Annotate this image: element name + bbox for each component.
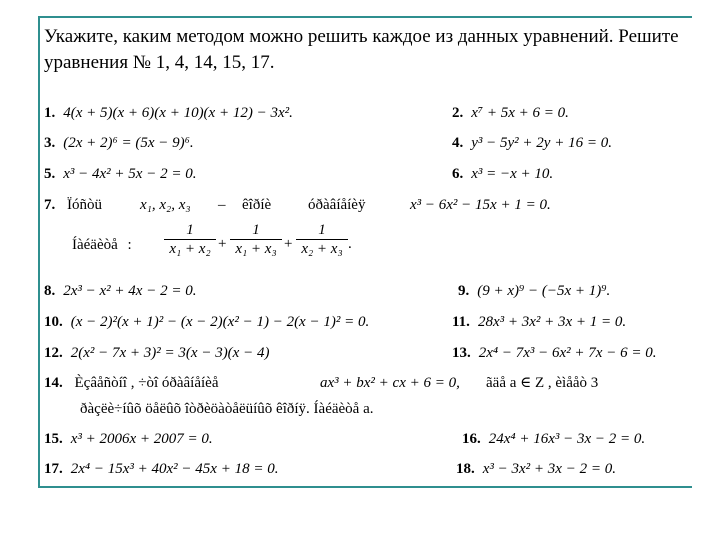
problem-14-equation: ax³ + bx² + cx + 6 = 0, xyxy=(320,375,460,391)
problem-7-equation: x³ − 6x² − 15x + 1 = 0. xyxy=(410,197,551,213)
problem-14-words: Èçâåñòíî , ÷òî óðàâíåíèå xyxy=(74,375,219,391)
problem-9: 9. (9 + x)⁹ − (−5x + 1)⁹. xyxy=(458,283,611,299)
problem-3: 3. (2x + 2)⁶ = (5x − 9)⁶. xyxy=(44,135,194,151)
problem-11: 11. 28x³ + 3x² + 3x + 1 = 0. xyxy=(452,314,627,330)
problem-7-word-let: Ïóñòü xyxy=(67,197,102,213)
problem-16: 16. 24x⁴ + 16x³ − 3x − 2 = 0. xyxy=(462,431,646,447)
problem-14-tail: ãäå a ∈ Z , èìååò 3 xyxy=(486,375,599,391)
fraction-3 xyxy=(296,222,348,258)
fraction-2 xyxy=(230,222,282,258)
problem-12: 12. 2(x² − 7x + 3)² = 3(x − 3)(x − 4) xyxy=(44,345,270,361)
problem-2: 2. x⁷ + 5x + 6 = 0. xyxy=(452,105,569,121)
fraction-3-numerator: 1 xyxy=(296,222,348,240)
problem-17: 17. 2x⁴ − 15x³ + 40x² − 45x + 18 = 0. xyxy=(44,461,279,477)
frame-bottom-border xyxy=(38,486,692,488)
fraction-2-denominator: x₁ + x₃ xyxy=(235,241,277,257)
fraction-3-denominator: x₂ + x₃ xyxy=(301,241,343,257)
problem-7-vars: x₁, x₂, x₃ xyxy=(140,197,191,213)
problem-14-line2: ðàçëè÷íûõ öåëûõ îòðèöàòåëüíûõ êîðíÿ. Íàéäèòå a. xyxy=(80,401,374,417)
problem-7-word-equation: óðàâíåíèÿ xyxy=(308,197,366,213)
problem-8: 8. 2x³ − x² + 4x − 2 = 0. xyxy=(44,283,197,299)
problem-18: 18. x³ − 3x² + 3x − 2 = 0. xyxy=(456,461,616,477)
fraction-plus-2: + xyxy=(284,236,293,252)
frame-top-border xyxy=(38,16,692,18)
problem-15: 15. x³ + 2006x + 2007 = 0. xyxy=(44,431,213,447)
fraction-end-period: . xyxy=(348,236,352,252)
problem-10: 10. (x − 2)²(x + 1)² − (x − 2)(x² − 1) − 2(x − 1)² = 0. xyxy=(44,314,370,330)
fraction-1 xyxy=(164,222,216,258)
fraction-plus-1: + xyxy=(218,236,227,252)
frame-left-border xyxy=(38,16,40,488)
problem-5: 5. x³ − 4x² + 5x − 2 = 0. xyxy=(44,166,197,182)
problem-6: 6. x³ = −x + 10. xyxy=(452,166,554,182)
problem-14-line1: 14. Èçâåñòíî , ÷òî óðàâíåíèå xyxy=(44,375,219,391)
slide-title: Укажите, каким методом можно решить каждое из данных уравнений. Решите уравнения № 1, 4, 14, 15, 17. xyxy=(44,26,679,73)
fraction-2-numerator: 1 xyxy=(230,222,282,240)
fraction-1-numerator: 1 xyxy=(164,222,216,240)
problem-7-dash: – xyxy=(218,197,226,213)
problem-7-word-find: Íàéäèòå : xyxy=(72,237,132,253)
problem-1: 1. 4(x + 5)(x + 6)(x + 10)(x + 12) − 3x². xyxy=(44,105,293,121)
fraction-1-denominator: x₁ + x₂ xyxy=(169,241,211,257)
problem-7-line1: 7. Ïóñòü xyxy=(44,197,102,213)
problem-13: 13. 2x⁴ − 7x³ − 6x² + 7x − 6 = 0. xyxy=(452,345,657,361)
problem-7-word-roots: êîðíè xyxy=(242,197,272,213)
problem-4: 4. y³ − 5y² + 2y + 16 = 0. xyxy=(452,135,612,151)
